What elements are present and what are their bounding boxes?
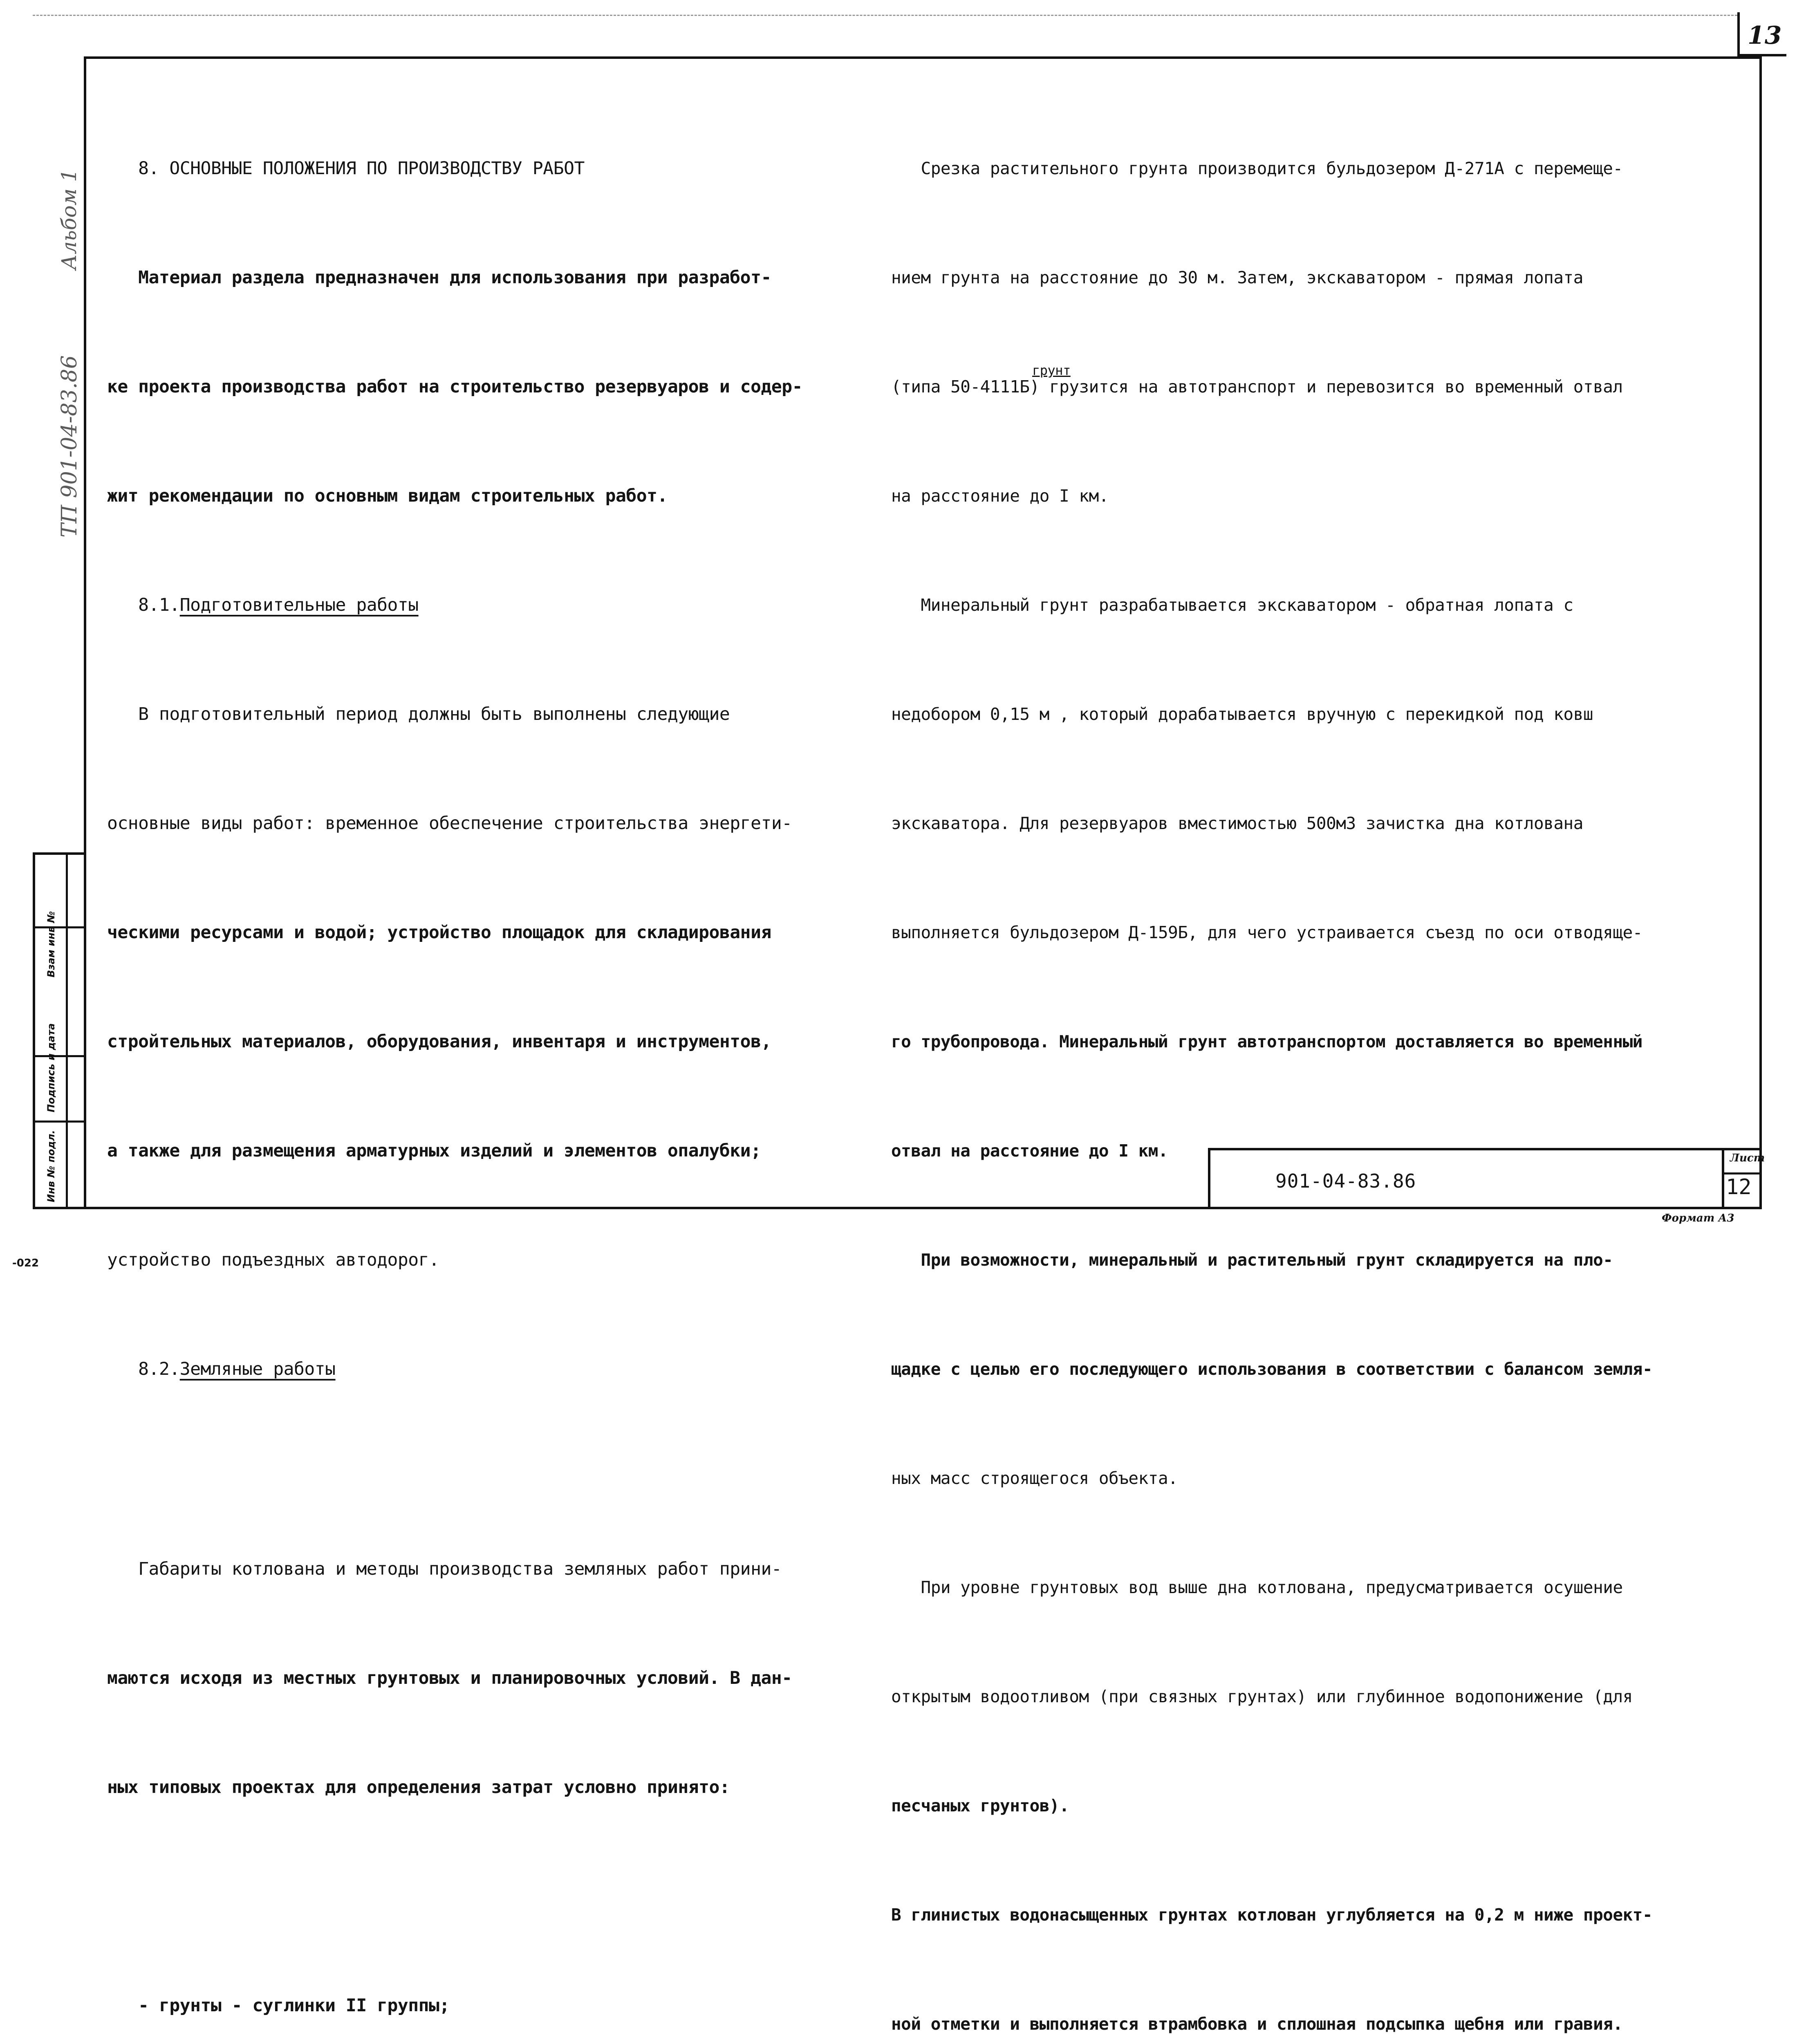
p4-line: ной отметки и выполняется втрамбовка и сплошная подсыпка щебня или гравия.	[891, 2014, 1623, 2034]
section-title: 8. ОСНОВНЫЕ ПОЛОЖЕНИЯ ПО ПРОИЗВОДСТВУ РАБОТ	[138, 158, 585, 179]
stamp-vzam-label: Взам инв №	[45, 911, 57, 977]
earth-line: Габариты котлована и методы производства земляных работ прини-	[107, 1559, 782, 1579]
p3-line: ных масс строящегося объекта.	[891, 1468, 1178, 1488]
left-column	[107, 78, 802, 2044]
top-dashed-cut-line	[33, 15, 1737, 16]
p3-line: При возможности, минеральный и растительный грунт складируется на пло-	[891, 1250, 1613, 1270]
p3-line: щадке с целью его последующего использования в соответствии с балансом земля-	[891, 1359, 1653, 1379]
fraction-top-grunt: грунт	[1032, 363, 1071, 378]
code-number: -022	[12, 1257, 39, 1269]
page-corner-number: 13	[1748, 21, 1782, 50]
subsection-heading-2: 8.2.Земляные работы	[107, 1359, 336, 1379]
format-label: Формат А3	[1662, 1212, 1734, 1224]
prep-line: ческими ресурсами и водой; устройство площадок для складирования	[107, 922, 771, 943]
p1-line: нием грунта на расстояние до 30 м. Затем, экскаватором - прямая лопата	[891, 268, 1583, 287]
approval-stamp-column	[33, 852, 84, 1209]
right-column	[891, 78, 1652, 2044]
p2-line: экскаватора. Для резервуаров вместимостью 500м3 зачистка дна котлована	[891, 814, 1583, 833]
doc-number: 901-04-83.86	[1275, 1170, 1416, 1192]
p1-line: на расстояние до I км.	[891, 486, 1109, 506]
prep-line: а также для размещения арматурных изделий и элементов опалубки;	[107, 1141, 761, 1161]
p1-line: Срезка растительного грунта производится бульдозером Д-271А с перемеще-	[891, 159, 1623, 178]
album-note: Альбом 1	[57, 169, 81, 270]
intro-line: жит рекомендации по основным видам строительных работ.	[107, 486, 668, 506]
prep-line: устройство подъездных автодорог.	[107, 1250, 439, 1270]
p4-line: открытым водоотливом (при связных грунтах) или глубинное водопонижение (для	[891, 1687, 1633, 1706]
p4-line: При уровне грунтовых вод выше дна котлована, предусматривается осушение	[891, 1578, 1623, 1597]
p2-line: выполняется бульдозером Д-159Б, для чего устраивается съезд по оси отводяще-	[891, 923, 1642, 942]
prep-line: основные виды работ: временное обеспечение строительства энергети-	[107, 813, 792, 834]
sheet-box-divider	[1722, 1172, 1762, 1174]
sheet-label: Лист	[1730, 1152, 1765, 1164]
p1-line-3: грунт (типа 50-4111Б) грузится на автотранспорт и перевозится во временный отвал	[891, 369, 1652, 405]
p2-line: недобором 0,15 м , который дорабатывается вручную с перекидкой под ковш	[891, 704, 1593, 724]
earth-line: маются исходя из местных грунтовых и планировочных условий. В дан-	[107, 1668, 792, 1688]
p2-line: Минеральный грунт разрабатывается экскаватором - обратная лопата с	[891, 595, 1573, 615]
project-code-note: ТП 901-04-83.86	[57, 355, 82, 538]
p4-line: песчаных грунтов).	[891, 1796, 1069, 1815]
prep-line: В подготовительный период должны быть выполнены следующие	[107, 704, 730, 724]
condition-line: - грунты - суглинки II группы;	[107, 1995, 450, 2016]
intro-line: Материал раздела предназначен для использования при разработ-	[107, 267, 771, 288]
p2-line: отвал на расстояние до I км.	[891, 1141, 1168, 1161]
intro-line: ке проекта производства работ на строительство резервуаров и содер-	[107, 377, 803, 397]
p2-line: го трубопровода. Минеральный грунт автотранспортом доставляется во временный	[891, 1032, 1642, 1051]
stamp-inv-label: Инв № подл.	[45, 1130, 57, 1202]
earth-line: ных типовых проектах для определения затрат условно принято:	[107, 1777, 730, 1797]
subsection-heading-1: 8.1.Подготовительные работы	[107, 595, 419, 615]
p4-line: В глинистых водонасыщенных грунтах котлован углубляется на 0,2 м ниже проект-	[891, 1905, 1653, 1925]
stamp-sign-label: Подпись и дата	[45, 1023, 57, 1112]
prep-line: стройтельных материалов, оборудования, инвентаря и инструментов,	[107, 1031, 771, 1052]
sheet-number: 12	[1726, 1175, 1752, 1199]
